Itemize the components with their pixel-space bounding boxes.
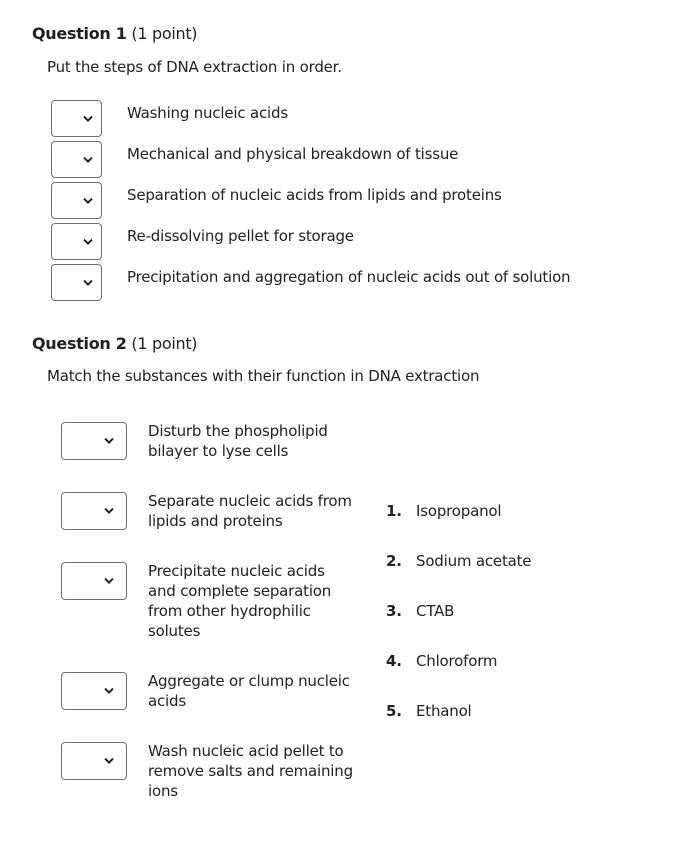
match-item-label: Wash nucleic acid pellet to remove salts and remaining ions [148, 742, 353, 800]
answer-label: Isopropanol [416, 502, 502, 520]
match-item-label: Precipitate nucleic acids and complete separation from other hydrophilic solutes [148, 562, 332, 640]
order-item-label: Separation of nucleic acids from lipids and proteins [127, 186, 502, 204]
answer-number: 2. [386, 552, 402, 570]
chevron-down-icon [83, 107, 93, 126]
match-select-3[interactable] [61, 562, 127, 600]
order-select-5[interactable] [51, 264, 102, 301]
question-1-prompt: Put the steps of DNA extraction in order. [47, 58, 342, 76]
order-select-2[interactable] [51, 141, 102, 178]
match-select-1[interactable] [61, 422, 127, 460]
answer-number: 4. [386, 652, 402, 670]
answer-option [386, 602, 454, 620]
answer-number: 3. [386, 602, 402, 620]
order-select-3[interactable] [51, 182, 102, 219]
match-select-5[interactable] [61, 742, 127, 780]
answer-label: Ethanol [416, 702, 472, 720]
chevron-down-icon [104, 500, 114, 519]
answer-label: CTAB [416, 602, 455, 620]
answer-option [386, 702, 472, 720]
answer-number: 1. [386, 502, 402, 520]
chevron-down-icon [104, 430, 114, 449]
match-item-label: Aggregate or clump nucleic acids [148, 672, 350, 710]
question-1-points: (1 point) [131, 24, 198, 43]
question-1-heading [32, 24, 197, 43]
match-item-label: Disturb the phospholipid bilayer to lyse cells [148, 422, 328, 460]
question-2-heading [32, 334, 197, 353]
chevron-down-icon [104, 570, 114, 589]
question-2-title: Question 2 [32, 334, 127, 353]
chevron-down-icon [104, 750, 114, 769]
answer-label: Sodium acetate [416, 552, 532, 570]
answer-number: 5. [386, 702, 402, 720]
match-item-label: Separate nucleic acids from lipids and proteins [148, 492, 352, 530]
question-1-title: Question 1 [32, 24, 127, 43]
chevron-down-icon [83, 271, 93, 290]
order-select-1[interactable] [51, 100, 102, 137]
order-item-label: Precipitation and aggregation of nucleic acids out of solution [127, 268, 571, 286]
answer-option [386, 552, 531, 570]
chevron-down-icon [104, 680, 114, 699]
order-item-label: Re-dissolving pellet for storage [127, 227, 354, 245]
chevron-down-icon [83, 189, 93, 208]
order-item-label: Washing nucleic acids [127, 104, 288, 122]
match-select-4[interactable] [61, 672, 127, 710]
chevron-down-icon [83, 148, 93, 167]
question-2-points: (1 point) [131, 334, 198, 353]
answer-option [386, 652, 497, 670]
answer-option [386, 502, 501, 520]
chevron-down-icon [83, 230, 93, 249]
question-2-prompt: Match the substances with their function in DNA extraction [47, 367, 480, 385]
match-select-2[interactable] [61, 492, 127, 530]
answer-label: Chloroform [416, 652, 498, 670]
order-select-4[interactable] [51, 223, 102, 260]
order-item-label: Mechanical and physical breakdown of tissue [127, 145, 459, 163]
